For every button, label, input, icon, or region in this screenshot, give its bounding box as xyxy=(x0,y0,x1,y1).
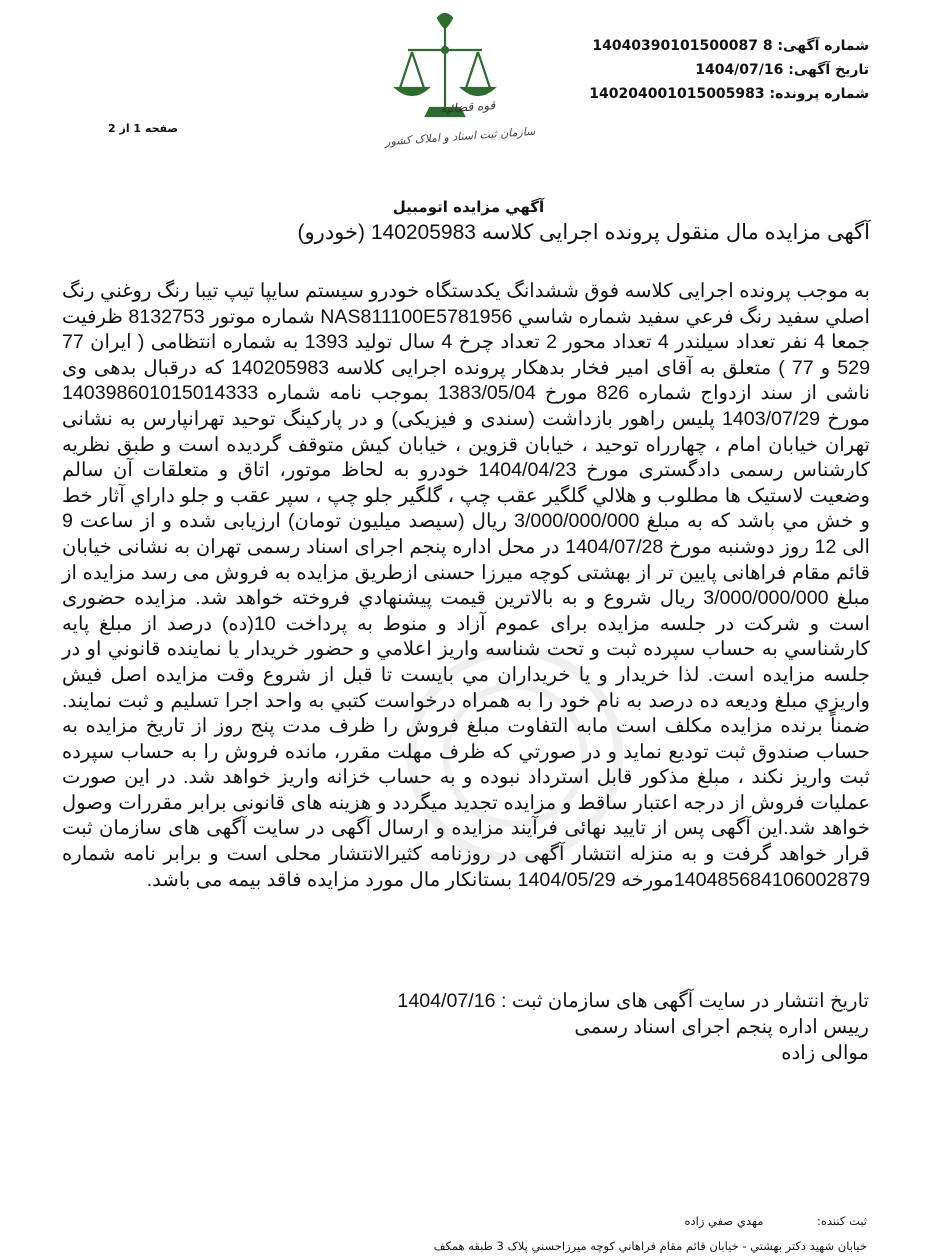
registrar-name: مهدي صفي زاده xyxy=(684,1214,764,1228)
case-number-row xyxy=(569,82,869,106)
ad-date-row xyxy=(569,58,869,82)
office-address: خيابان شهيد دکتر بهشتي - خيابان قائم مقام فراهاني کوچه ميرزاحسني پلاک 3 طبقه همکف xyxy=(433,1239,867,1253)
emblem-caption-judiciary: قوه قضائیه xyxy=(439,98,496,116)
ad-number-label: شماره آگهی: xyxy=(777,38,869,54)
publish-date-line: تاریخ انتشار در سایت آگهی های سازمان ثبت : 1404/07/16 xyxy=(397,990,869,1012)
signature-block xyxy=(397,988,869,1066)
ad-number: 14040390101500087 8 xyxy=(592,38,773,54)
case-number: 140204001015005983 xyxy=(589,86,765,102)
ad-number-row xyxy=(569,34,869,58)
document-info xyxy=(569,34,869,106)
case-number-label: شماره پرونده: xyxy=(769,86,869,102)
signer-name: موالی زاده xyxy=(781,1042,869,1064)
page-title: آگهي مزايده اتومبيل xyxy=(392,198,545,216)
ad-date: 1404/07/16 xyxy=(695,62,784,78)
signer-title: رییس اداره پنجم اجرای اسناد رسمی xyxy=(574,1016,869,1038)
registrar xyxy=(684,1214,867,1228)
page-number: صفحه 1 از 2 xyxy=(108,122,179,135)
emblem-caption-organization: سازمان ثبت اسناد و املاک کشور xyxy=(384,124,536,149)
notice-body: به موجب پرونده اجرایی کلاسه فوق ششدانگ یکدستگاه خودرو سیستم سایپا تیپ تیبا رنگ روغني رنگ اصلي سفيد رنگ فرعي سفيد شماره شاسي NAS811100E5781956 شماره موتور 8132753 ظرفيت جمعا 4 نفر تعداد سیلندر 4 تعداد محور 2 تعداد چرخ 4 سال تولید 1393 به شماره انتظامی ( ایران 77 529 و 77 ) متعلق به آقای امیر فخار بدهکار پرونده اجرایی کلاسه 140205983 که درقبال بدهی وی ناشی از سند ازدواج شماره 826 مورخ 1383/05/04 بموجب نامه شماره 140398601015014333 مورخ 1403/07/29 پلیس راهور بازداشت (سندی و فیزیکی) و در پارکینگ توحید تهرانپارس به نشانی تهران خیابان امام ، چهارراه توحید ، خیابان قزوین ، خیابان کیش متوقف گردیده است و طبق نظریه کارشناس رسمی دادگستری مورخ 1404/04/23 خودرو به لحاظ موتور، اتاق و متعلقات آن سالم وضعیت لاستیک ها مطلوب و هلالي گلگیر عقب چپ ، گلگیر جلو چپ ، سپر عقب و جلو داراي آثار خط و خش مي باشد که به مبلغ 3/000/000/000 ريال (سیصد میلیون تومان) ارزيابی شده و از ساعت 9 الی 12 روز دوشنبه مورخ 1404/07/28 در محل اداره پنجم اجرای اسناد رسمی تهران به نشانی خیابان قائم مقام فراهانی پایین تر از بهشتی کوچه میرزا حسنی ازطریق مزایده به فروش می رسد مزایده از مبلغ 3/000/000/000 ریال شروع و به بالاترين قيمت پيشنهادي فروخته خواهد شد. مزایده حضوری است و شرکت در جلسه مزایده برای عموم آزاد و منوط به پرداخت 10(ده) درصد از مبلغ پايه کارشناسي به حساب سپرده ثبت و تحت شناسه واريز اعلامي و حضور خريدار يا نماينده قانوني او در جلسه مزايده است. لذا خريدار و يا خريداران مي بايست تا قبل از شروع وقت مزايده اصل فيش واريزي مبلغ وديعه ده درصد به نام خود را به همراه درخواست کتبي به واحد اجرا تسليم و ثبت نمايند. ضمناً برنده مزایده مکلف است مابه التفاوت مبلغ فروش را ظرف مدت پنج روز از تاريخ مزايده به حساب صندوق ثبت توديع نمايد و در صورتي که ظرف مهلت مقرر، مانده فروش را به حساب سپرده ثبت واريز نکند ، مبلغ مذکور قابل استرداد نبوده و به حساب خزانه واريز خواهد شد. در این صورت عملیات فروش از درجه اعتبار ساقط و مزایده تجدید میگردد و هزینه های قانونی برابر مقررات وصول خواهد شد.این آگهی پس از تایید نهائی فرآیند مزایده و ارسال آگهی در سایت آگهی های سازمان ثبت قرار خواهد گرفت و به منزله انتشار آگهی در روزنامه کثیرالانتشار محلی است و برابر نامه شماره 140485684106002879مورخه 1404/05/29 بستانکار مال مورد مزایده فاقد بیمه می باشد. xyxy=(62,280,870,891)
page-subtitle: آگهی مزایده مال منقول پرونده اجرایی کلاسه 140205983 (خودرو) xyxy=(297,221,870,244)
registrar-label: ثبت کننده: xyxy=(817,1214,867,1228)
ad-date-label: تاریخ آگهی: xyxy=(788,62,869,78)
